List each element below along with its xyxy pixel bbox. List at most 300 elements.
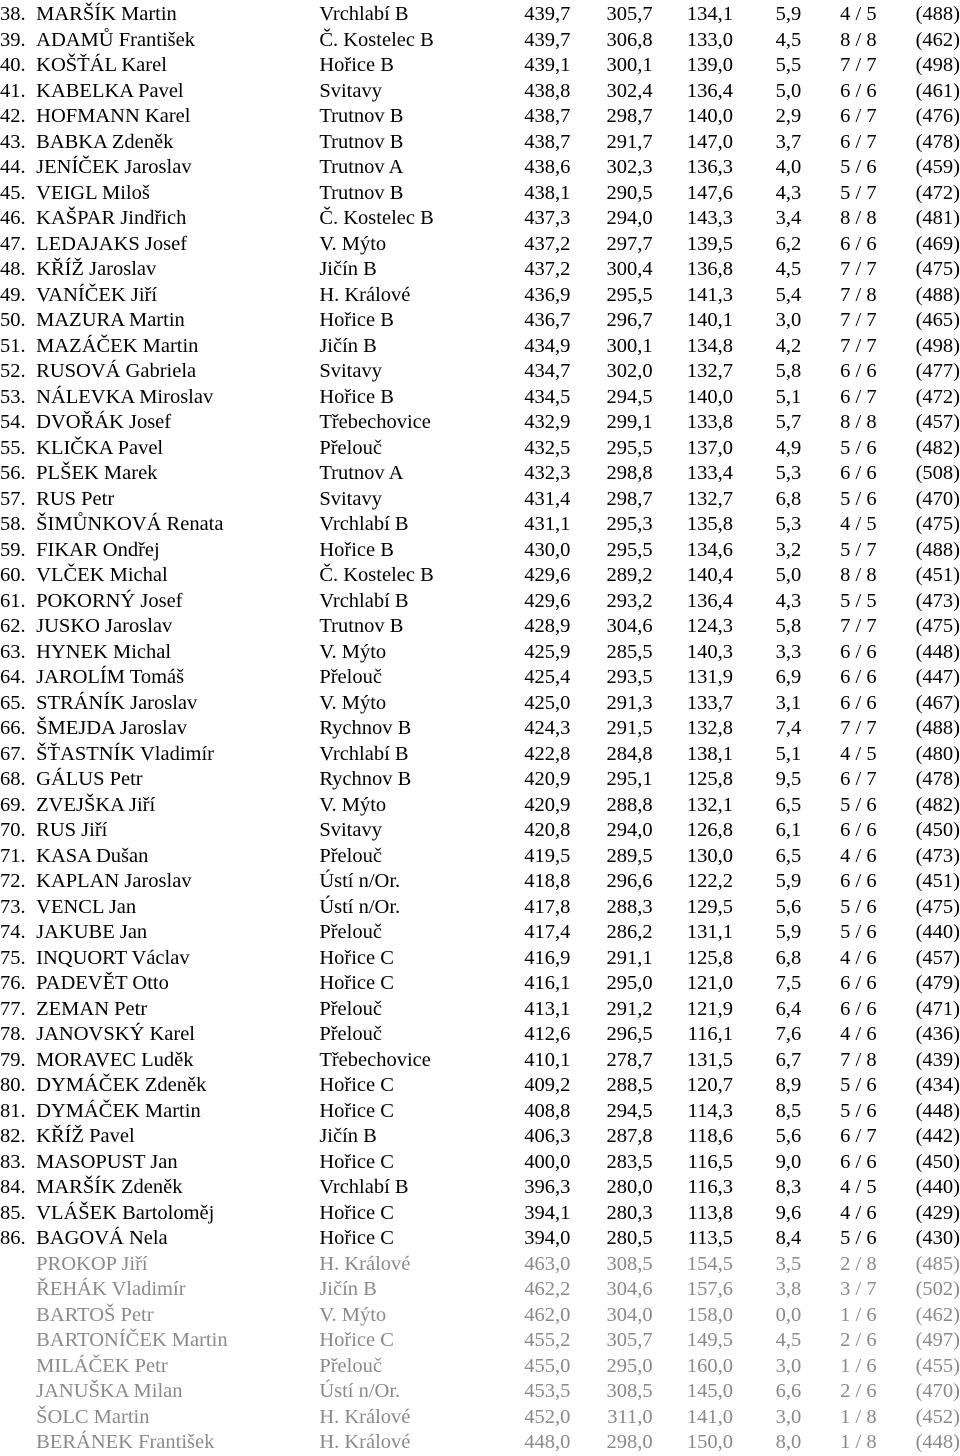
player-name-cell: KŘÍŽ Pavel — [36, 1125, 135, 1147]
club-cell: Hořice C — [319, 972, 394, 994]
rank-cell: 73. — [0, 895, 26, 918]
club-cell: Svitavy — [319, 819, 382, 841]
table-row — [0, 1073, 960, 1099]
rank-cell: 59. — [0, 538, 26, 561]
player-name-cell: ŠIMŮNKOVÁ Renata — [36, 513, 224, 535]
misses-cell: 3,3 — [775, 640, 802, 663]
guest-table-row — [0, 1379, 960, 1405]
club-cell: Č. Kostelec B — [319, 28, 434, 51]
misses-cell: 8,9 — [775, 1074, 802, 1096]
appearances-cell: 6 / 7 — [840, 130, 877, 153]
clearance-score-cell: 131,5 — [686, 1048, 733, 1071]
misses-cell: 3,0 — [775, 309, 802, 331]
player-name-cell: GÁLUS Petr — [36, 768, 143, 790]
appearances-cell: 5 / 6 — [840, 793, 877, 816]
appearances-cell: 7 / 7 — [840, 309, 877, 331]
full-score-cell: 297,7 — [606, 232, 653, 255]
misses-cell: 3,2 — [775, 538, 802, 561]
club-cell: Ústí n/Or. — [319, 1380, 401, 1402]
club-cell: H. Králové — [319, 1431, 411, 1453]
clearance-score-cell: 133,4 — [686, 462, 733, 484]
misses-cell: 5,4 — [775, 283, 802, 306]
player-name-cell: VANÍČEK Jiří — [36, 283, 158, 306]
table-row — [0, 971, 960, 997]
total-score-cell: 439,7 — [524, 28, 571, 51]
rank-cell: 75. — [0, 946, 26, 969]
rank-cell — [0, 1405, 36, 1431]
clearance-score-cell: 131,9 — [686, 666, 733, 688]
total-score-cell: 432,9 — [524, 411, 571, 433]
full-score-cell: 295,1 — [606, 768, 653, 790]
appearances-cell: 4 / 5 — [840, 1176, 877, 1198]
club-cell: V. Mýto — [319, 640, 387, 663]
club-cell: Svitavy — [319, 79, 382, 102]
best-score-cell: (482) — [915, 793, 960, 816]
table-row — [0, 920, 960, 946]
rank-cell: 62. — [0, 615, 26, 637]
player-name-cell: JAROLÍM Tomáš — [36, 666, 185, 688]
clearance-score-cell: 116,1 — [687, 1023, 733, 1045]
club-cell: Jičín B — [319, 258, 377, 280]
table-row — [0, 742, 960, 768]
rank-cell: 74. — [0, 921, 26, 943]
full-score-cell: 295,0 — [606, 972, 653, 994]
best-score-cell: (498) — [915, 54, 960, 76]
best-score-cell: (480) — [915, 742, 960, 765]
guest-table-row — [0, 1405, 960, 1431]
guest-table-row — [0, 1303, 960, 1329]
full-score-cell: 295,5 — [606, 283, 653, 306]
appearances-cell: 8 / 8 — [840, 207, 877, 229]
total-score-cell: 436,9 — [524, 283, 571, 306]
total-score-cell: 439,7 — [524, 3, 571, 25]
total-score-cell: 408,8 — [524, 1099, 571, 1122]
full-score-cell: 280,3 — [606, 1201, 653, 1224]
total-score-cell: 438,7 — [524, 105, 571, 127]
table-row — [0, 53, 960, 79]
appearances-cell: 6 / 6 — [840, 691, 877, 714]
table-row — [0, 895, 960, 921]
rank-cell — [0, 1328, 36, 1354]
misses-cell: 4,5 — [775, 258, 802, 280]
club-cell: V. Mýto — [319, 1303, 387, 1326]
total-score-cell: 448,0 — [524, 1431, 571, 1453]
table-row — [0, 1124, 960, 1150]
player-name-cell: BABKA Zdeněk — [36, 130, 174, 153]
player-name-cell: DYMÁČEK Zdeněk — [36, 1074, 207, 1096]
club-cell: Přelouč — [319, 1354, 382, 1377]
player-name-cell: RUS Petr — [36, 487, 115, 510]
appearances-cell: 2 / 8 — [840, 1252, 877, 1275]
full-score-cell: 284,8 — [606, 742, 653, 765]
misses-cell: 5,9 — [775, 3, 802, 25]
player-name-cell: ŠŤASTNÍK Vladimír — [36, 742, 214, 765]
appearances-cell: 5 / 6 — [840, 156, 877, 178]
appearances-cell: 1 / 6 — [840, 1354, 877, 1377]
club-cell: Trutnov B — [319, 181, 404, 204]
player-name-cell: VEIGL Miloš — [36, 181, 150, 204]
appearances-cell: 5 / 7 — [840, 181, 877, 204]
table-row — [0, 283, 960, 309]
appearances-cell: 4 / 6 — [840, 844, 877, 867]
best-score-cell: (472) — [915, 385, 960, 408]
clearance-score-cell: 136,4 — [686, 589, 733, 612]
player-name-cell: HYNEK Michal — [36, 640, 172, 663]
appearances-cell: 8 / 8 — [840, 411, 877, 433]
clearance-score-cell: 141,0 — [686, 1405, 733, 1428]
appearances-cell: 6 / 6 — [840, 666, 877, 688]
misses-cell: 3,7 — [775, 130, 802, 153]
best-score-cell: (473) — [915, 589, 960, 612]
player-name-cell: ZEMAN Petr — [36, 997, 148, 1020]
rank-cell: 53. — [0, 385, 26, 408]
rank-cell: 83. — [0, 1150, 26, 1173]
full-score-cell: 305,7 — [606, 3, 653, 25]
clearance-score-cell: 113,8 — [687, 1201, 733, 1224]
rank-cell: 39. — [0, 28, 26, 51]
total-score-cell: 424,3 — [524, 717, 571, 739]
club-cell: Vrchlabí B — [319, 742, 409, 765]
total-score-cell: 417,4 — [524, 921, 571, 943]
full-score-cell: 283,5 — [606, 1150, 653, 1173]
rank-cell: 63. — [0, 640, 26, 663]
player-name-cell: KAŠPAR Jindřich — [36, 207, 187, 229]
club-cell: Jičín B — [319, 1125, 377, 1147]
table-row — [0, 946, 960, 972]
table-row — [0, 1201, 960, 1227]
appearances-cell: 7 / 8 — [840, 1048, 877, 1071]
total-score-cell: 396,3 — [524, 1176, 571, 1198]
appearances-cell: 6 / 6 — [840, 972, 877, 994]
club-cell: V. Mýto — [319, 691, 387, 714]
player-name-cell: STRÁNÍK Jaroslav — [36, 691, 198, 714]
misses-cell: 6,5 — [775, 844, 802, 867]
misses-cell: 4,2 — [775, 334, 802, 357]
total-score-cell: 412,6 — [524, 1023, 571, 1045]
clearance-score-cell: 116,3 — [687, 1176, 733, 1198]
guest-table-row — [0, 1252, 960, 1278]
club-cell: Přelouč — [319, 921, 382, 943]
club-cell: Hořice C — [319, 1099, 394, 1122]
appearances-cell: 6 / 7 — [840, 768, 877, 790]
clearance-score-cell: 132,7 — [686, 487, 733, 510]
misses-cell: 5,8 — [775, 360, 802, 382]
best-score-cell: (498) — [915, 334, 960, 357]
appearances-cell: 1 / 8 — [840, 1405, 877, 1428]
table-row — [0, 461, 960, 487]
total-score-cell: 420,9 — [524, 768, 571, 790]
best-score-cell: (439) — [915, 1048, 960, 1071]
best-score-cell: (472) — [915, 181, 960, 204]
table-row — [0, 640, 960, 666]
player-name-cell: MARŠÍK Zdeněk — [36, 1176, 183, 1198]
misses-cell: 5,0 — [775, 79, 802, 102]
appearances-cell: 5 / 6 — [840, 1074, 877, 1096]
best-score-cell: (508) — [915, 462, 960, 484]
misses-cell: 4,0 — [775, 156, 802, 178]
total-score-cell: 428,9 — [524, 615, 571, 637]
best-score-cell: (457) — [915, 411, 960, 433]
misses-cell: 3,1 — [775, 691, 802, 714]
club-cell: Vrchlabí B — [319, 1176, 409, 1198]
appearances-cell: 6 / 6 — [840, 640, 877, 663]
best-score-cell: (470) — [915, 487, 960, 510]
misses-cell: 6,1 — [775, 819, 802, 841]
player-name-cell: HOFMANN Karel — [36, 105, 191, 127]
full-score-cell: 302,4 — [606, 79, 653, 102]
appearances-cell: 3 / 7 — [840, 1278, 877, 1300]
player-name-cell: VLÁŠEK Bartoloměj — [36, 1201, 215, 1224]
guest-table-row — [0, 1277, 960, 1303]
appearances-cell: 6 / 6 — [840, 79, 877, 102]
total-score-cell: 416,9 — [524, 946, 571, 969]
club-cell: Č. Kostelec B — [319, 207, 434, 229]
full-score-cell: 289,5 — [606, 844, 653, 867]
table-row — [0, 2, 960, 28]
rank-cell: 57. — [0, 487, 26, 510]
misses-cell: 4,5 — [775, 1329, 802, 1351]
total-score-cell: 410,1 — [524, 1048, 571, 1071]
appearances-cell: 5 / 6 — [840, 895, 877, 918]
total-score-cell: 437,2 — [524, 232, 571, 255]
player-name-cell: NÁLEVKA Miroslav — [36, 385, 214, 408]
club-cell: Trutnov A — [319, 462, 404, 484]
best-score-cell: (475) — [915, 513, 960, 535]
full-score-cell: 291,7 — [606, 130, 653, 153]
table-row — [0, 257, 960, 283]
clearance-score-cell: 133,8 — [686, 411, 733, 433]
clearance-score-cell: 129,5 — [686, 895, 733, 918]
full-score-cell: 294,5 — [606, 1099, 653, 1122]
table-row — [0, 1150, 960, 1176]
full-score-cell: 278,7 — [606, 1048, 653, 1071]
appearances-cell: 7 / 8 — [840, 283, 877, 306]
club-cell: Třebechovice — [319, 1048, 431, 1071]
clearance-score-cell: 140,0 — [686, 105, 733, 127]
rank-cell: 84. — [0, 1176, 26, 1198]
total-score-cell: 436,7 — [524, 309, 571, 331]
best-score-cell: (477) — [915, 360, 960, 382]
best-score-cell: (436) — [915, 1023, 960, 1045]
total-score-cell: 394,1 — [524, 1201, 571, 1224]
appearances-cell: 6 / 6 — [840, 997, 877, 1020]
best-score-cell: (451) — [915, 564, 960, 586]
club-cell: Ústí n/Or. — [319, 870, 401, 892]
table-row — [0, 232, 960, 258]
full-score-cell: 290,5 — [606, 181, 653, 204]
full-score-cell: 287,8 — [606, 1125, 653, 1147]
clearance-score-cell: 132,8 — [686, 717, 733, 739]
club-cell: Trutnov A — [319, 156, 404, 178]
club-cell: Rychnov B — [319, 768, 412, 790]
misses-cell: 7,5 — [775, 972, 802, 994]
misses-cell: 5,5 — [775, 54, 802, 76]
best-score-cell: (430) — [915, 1227, 960, 1249]
rank-cell: 67. — [0, 742, 26, 765]
appearances-cell: 6 / 6 — [840, 870, 877, 892]
appearances-cell: 8 / 8 — [840, 564, 877, 586]
appearances-cell: 8 / 8 — [840, 28, 877, 51]
rank-cell — [0, 1430, 36, 1456]
full-score-cell: 304,6 — [606, 1278, 653, 1300]
total-score-cell: 434,7 — [524, 360, 571, 382]
clearance-score-cell: 125,8 — [686, 946, 733, 969]
full-score-cell: 306,8 — [606, 28, 653, 51]
player-name-cell: MARŠÍK Martin — [36, 3, 177, 25]
rank-cell: 68. — [0, 768, 26, 790]
total-score-cell: 420,9 — [524, 793, 571, 816]
misses-cell: 7,6 — [775, 1023, 802, 1045]
rank-cell: 55. — [0, 436, 26, 459]
rank-cell: 71. — [0, 844, 26, 867]
club-cell: Přelouč — [319, 997, 382, 1020]
misses-cell: 8,0 — [775, 1431, 802, 1453]
total-score-cell: 434,5 — [524, 385, 571, 408]
appearances-cell: 4 / 6 — [840, 1023, 877, 1045]
clearance-score-cell: 145,0 — [686, 1380, 733, 1402]
full-score-cell: 298,8 — [606, 462, 653, 484]
full-score-cell: 302,0 — [606, 360, 653, 382]
total-score-cell: 462,0 — [524, 1303, 571, 1326]
misses-cell: 4,3 — [775, 589, 802, 612]
appearances-cell: 1 / 6 — [840, 1303, 877, 1326]
best-score-cell: (459) — [915, 156, 960, 178]
clearance-score-cell: 133,7 — [686, 691, 733, 714]
clearance-score-cell: 134,6 — [686, 538, 733, 561]
player-name-cell: BARTOŠ Petr — [36, 1303, 154, 1326]
clearance-score-cell: 121,0 — [686, 972, 733, 994]
player-name-cell: KOŠŤÁL Karel — [36, 54, 167, 76]
full-score-cell: 291,1 — [606, 946, 653, 969]
full-score-cell: 304,6 — [606, 615, 653, 637]
misses-cell: 5,8 — [775, 615, 802, 637]
best-score-cell: (467) — [915, 691, 960, 714]
misses-cell: 3,0 — [775, 1354, 802, 1377]
table-row — [0, 181, 960, 207]
player-name-cell: RUS Jiří — [36, 819, 108, 841]
best-score-cell: (488) — [915, 283, 960, 306]
total-score-cell: 455,0 — [524, 1354, 571, 1377]
club-cell: Trutnov B — [319, 130, 404, 153]
rank-cell: 50. — [0, 309, 26, 331]
misses-cell: 5,6 — [775, 895, 802, 918]
player-name-cell: BARTONÍČEK Martin — [36, 1329, 228, 1351]
best-score-cell: (450) — [915, 1150, 960, 1173]
rank-cell: 69. — [0, 793, 26, 816]
guest-table-row — [0, 1430, 960, 1456]
full-score-cell: 285,5 — [606, 640, 653, 663]
player-name-cell: MASOPUST Jan — [36, 1150, 178, 1173]
player-name-cell: MAZURA Martin — [36, 309, 185, 331]
club-cell: Hořice B — [319, 385, 394, 408]
table-row — [0, 410, 960, 436]
best-score-cell: (482) — [915, 436, 960, 459]
club-cell: Vrchlabí B — [319, 513, 409, 535]
best-score-cell: (462) — [915, 1303, 960, 1326]
appearances-cell: 5 / 6 — [840, 1227, 877, 1249]
total-score-cell: 425,4 — [524, 666, 571, 688]
clearance-score-cell: 135,8 — [686, 513, 733, 535]
player-name-cell: INQUORT Václav — [36, 946, 190, 969]
misses-cell: 3,5 — [775, 1252, 802, 1275]
club-cell: Jičín B — [319, 1278, 377, 1300]
appearances-cell: 6 / 7 — [840, 105, 877, 127]
clearance-score-cell: 126,8 — [686, 819, 733, 841]
clearance-score-cell: 143,3 — [686, 207, 733, 229]
player-name-cell: PLŠEK Marek — [36, 462, 158, 484]
misses-cell: 3,8 — [775, 1278, 802, 1300]
clearance-score-cell: 150,0 — [686, 1431, 733, 1453]
appearances-cell: 7 / 7 — [840, 258, 877, 280]
appearances-cell: 1 / 8 — [840, 1431, 877, 1453]
clearance-score-cell: 131,1 — [686, 921, 733, 943]
misses-cell: 3,0 — [775, 1405, 802, 1428]
rank-cell: 45. — [0, 181, 26, 204]
best-score-cell: (465) — [915, 309, 960, 331]
total-score-cell: 400,0 — [524, 1150, 571, 1173]
total-score-cell: 462,2 — [524, 1278, 571, 1300]
misses-cell: 6,4 — [775, 997, 802, 1020]
clearance-score-cell: 140,4 — [686, 564, 733, 586]
full-score-cell: 291,2 — [606, 997, 653, 1020]
full-score-cell: 293,5 — [606, 666, 653, 688]
rank-cell: 38. — [0, 3, 26, 25]
clearance-score-cell: 136,3 — [686, 156, 733, 178]
full-score-cell: 296,5 — [606, 1023, 653, 1045]
misses-cell: 4,3 — [775, 181, 802, 204]
rank-cell: 54. — [0, 411, 26, 433]
clearance-score-cell: 136,4 — [686, 79, 733, 102]
player-name-cell: MAZÁČEK Martin — [36, 334, 199, 357]
appearances-cell: 7 / 7 — [840, 717, 877, 739]
misses-cell: 5,0 — [775, 564, 802, 586]
player-name-cell: POKORNÝ Josef — [36, 589, 183, 612]
player-name-cell: PROKOP Jiří — [36, 1252, 148, 1275]
best-score-cell: (452) — [915, 1405, 960, 1428]
table-row — [0, 1022, 960, 1048]
misses-cell: 8,4 — [775, 1227, 802, 1249]
clearance-score-cell: 124,3 — [686, 615, 733, 637]
player-name-cell: ŠMEJDA Jaroslav — [36, 717, 188, 739]
appearances-cell: 6 / 6 — [840, 232, 877, 255]
table-row — [0, 538, 960, 564]
full-score-cell: 298,7 — [606, 105, 653, 127]
misses-cell: 5,3 — [775, 513, 802, 535]
appearances-cell: 5 / 6 — [840, 436, 877, 459]
misses-cell: 9,0 — [775, 1150, 802, 1173]
best-score-cell: (475) — [915, 615, 960, 637]
table-row — [0, 818, 960, 844]
club-cell: Trutnov B — [319, 615, 404, 637]
appearances-cell: 6 / 6 — [840, 462, 877, 484]
player-name-cell: BAGOVÁ Nela — [36, 1227, 168, 1249]
total-score-cell: 432,5 — [524, 436, 571, 459]
table-row — [0, 436, 960, 462]
results-body — [0, 2, 960, 1456]
club-cell: Svitavy — [319, 360, 382, 382]
total-score-cell: 417,8 — [524, 895, 571, 918]
misses-cell: 5,9 — [775, 870, 802, 892]
appearances-cell: 4 / 5 — [840, 3, 877, 25]
club-cell: Hořice C — [319, 946, 394, 969]
clearance-score-cell: 157,6 — [686, 1278, 733, 1300]
table-row — [0, 1175, 960, 1201]
club-cell: H. Králové — [319, 1405, 411, 1428]
total-score-cell: 438,7 — [524, 130, 571, 153]
appearances-cell: 5 / 6 — [840, 1099, 877, 1122]
clearance-score-cell: 114,3 — [687, 1099, 733, 1122]
total-score-cell: 425,9 — [524, 640, 571, 663]
